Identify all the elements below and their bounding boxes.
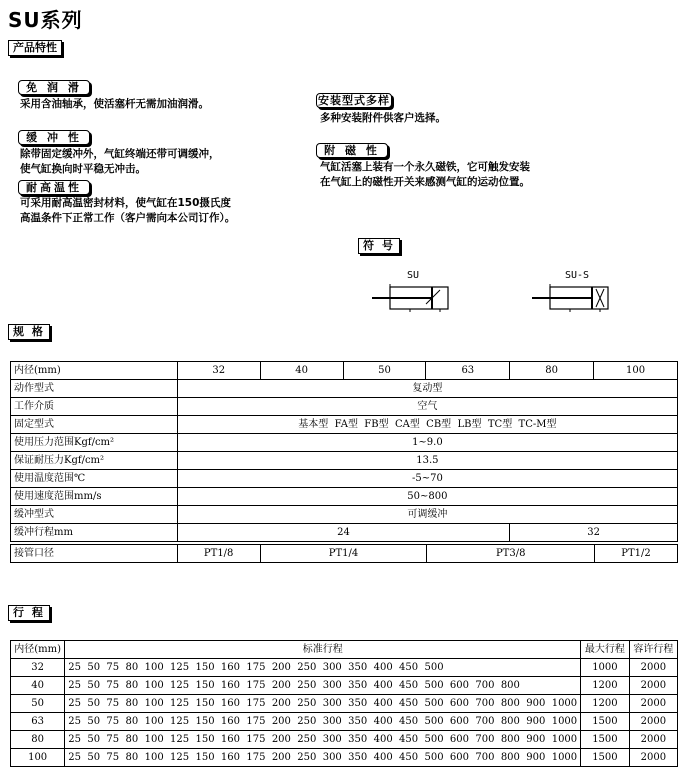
table-row [11, 749, 678, 767]
stroke-header-std: 标准行程 [65, 641, 581, 659]
spec-mount-label: 固定型式 [11, 416, 178, 434]
stroke-std: 25 50 75 80 100 125 150 160 175 200 250 300 350 400 450 500 600 700 800 900 1000 [65, 749, 581, 767]
table-row [11, 452, 678, 470]
table-row [11, 362, 678, 380]
stroke-max: 1500 [581, 713, 630, 731]
table-row [11, 380, 678, 398]
table-row [11, 398, 678, 416]
feature-heat-text: 可采用耐高温密封材料，使气缸在150摄氏度 高温条件下正常工作（客户需向本公司订作）。 [20, 197, 236, 224]
spec-bore-40: 40 [260, 362, 343, 380]
spec-bore-80: 80 [510, 362, 594, 380]
spec-cushion-stroke-small: 24 [177, 524, 509, 542]
spec-speed-label: 使用速度范围mm/s [11, 488, 178, 506]
stroke-max: 1500 [581, 749, 630, 767]
stroke-allow: 2000 [629, 677, 677, 695]
feature-magnet-text: 气缸活塞上装有一个永久磁铁，它可触发安装 在气缸上的磁性开关来感测气缸的运动位置。 [320, 161, 530, 188]
stroke-bore: 50 [11, 695, 65, 713]
stroke-bore: 63 [11, 713, 65, 731]
stroke-allow: 2000 [629, 695, 677, 713]
spec-action-value: 复动型 [177, 380, 677, 398]
stroke-std: 25 50 75 80 100 125 150 160 175 200 250 300 350 400 450 500 600 700 800 900 1000 [65, 695, 581, 713]
feature-lube-label: 免 润 滑 [18, 80, 90, 95]
table-row [11, 416, 678, 434]
table-row [11, 506, 678, 524]
stroke-max: 1200 [581, 695, 630, 713]
table-row [11, 713, 678, 731]
table-row [11, 659, 678, 677]
spec-pressure-label: 使用压力范围Kgf/cm² [11, 434, 178, 452]
spec-temp-label: 使用温度范围℃ [11, 470, 178, 488]
features-header: 产品特性 [8, 40, 62, 56]
stroke-allow: 2000 [629, 749, 677, 767]
spec-cushion-stroke-label: 缓冲行程mm [11, 524, 178, 542]
spec-medium-value: 空气 [177, 398, 677, 416]
spec-temp-value: -5~70 [177, 470, 677, 488]
stroke-header-bore: 内径(mm) [11, 641, 65, 659]
stroke-max: 1000 [581, 659, 630, 677]
stroke-header-max: 最大行程 [581, 641, 630, 659]
feature-heat-label: 耐高温性 [18, 180, 90, 195]
symbol-sus-label: SU-S [565, 270, 590, 281]
spec-bore-63: 63 [426, 362, 510, 380]
spec-port-40-50: PT1/4 [260, 545, 427, 563]
spec-port-label: 接管口径 [11, 545, 178, 563]
table-row [11, 470, 678, 488]
table-row [11, 731, 678, 749]
stroke-bore: 40 [11, 677, 65, 695]
stroke-header: 行 程 [8, 605, 50, 621]
table-row [11, 545, 678, 563]
spec-port-100: PT1/2 [595, 545, 678, 563]
stroke-allow: 2000 [629, 731, 677, 749]
table-row [11, 434, 678, 452]
feature-lube-text: 采用含油轴承，使活塞杆无需加油润滑。 [20, 98, 209, 110]
stroke-std: 25 50 75 80 100 125 150 160 175 200 250 300 350 400 450 500 [65, 659, 581, 677]
feature-cushion-label: 缓 冲 性 [18, 130, 90, 145]
spec-port-63-80: PT3/8 [427, 545, 595, 563]
spec-medium-label: 工作介质 [11, 398, 178, 416]
stroke-allow: 2000 [629, 713, 677, 731]
table-row [11, 488, 678, 506]
stroke-header-allow: 容许行程 [629, 641, 677, 659]
spec-bore-100: 100 [594, 362, 678, 380]
spec-proof-label: 保证耐压力Kgf/cm² [11, 452, 178, 470]
symbol-su-label: SU [407, 270, 420, 281]
symbol-header: 符 号 [358, 238, 400, 254]
stroke-std: 25 50 75 80 100 125 150 160 175 200 250 300 350 400 450 500 600 700 800 900 1000 [65, 713, 581, 731]
table-row [11, 641, 678, 659]
spec-cushion-stroke-large: 32 [510, 524, 678, 542]
spec-speed-value: 50~800 [177, 488, 677, 506]
spec-header: 规 格 [8, 324, 50, 340]
spec-mount-value: 基本型 FA型 FB型 CA型 CB型 LB型 TC型 TC-M型 [177, 416, 677, 434]
cylinder-symbol-sus-icon [530, 284, 620, 314]
spec-bore-32: 32 [177, 362, 260, 380]
spec-bore-50: 50 [343, 362, 426, 380]
spec-port-32: PT1/8 [177, 545, 260, 563]
stroke-bore: 32 [11, 659, 65, 677]
page-title: SU系列 [8, 8, 83, 32]
stroke-bore: 100 [11, 749, 65, 767]
feature-mount-label: 安装型式多样 [318, 94, 390, 107]
table-row [11, 677, 678, 695]
spec-table [10, 361, 678, 542]
spec-cushion-label: 缓冲型式 [11, 506, 178, 524]
stroke-max: 1200 [581, 677, 630, 695]
stroke-allow: 2000 [629, 659, 677, 677]
table-row [11, 524, 678, 542]
stroke-bore: 80 [11, 731, 65, 749]
stroke-max: 1500 [581, 731, 630, 749]
spec-action-label: 动作型式 [11, 380, 178, 398]
spec-port-table [10, 544, 678, 563]
stroke-std: 25 50 75 80 100 125 150 160 175 200 250 300 350 400 450 500 600 700 800 900 1000 [65, 731, 581, 749]
spec-proof-value: 13.5 [177, 452, 677, 470]
stroke-table [10, 640, 678, 767]
spec-bore-label: 内径(mm) [11, 362, 178, 380]
feature-magnet-label: 附 磁 性 [316, 143, 388, 158]
stroke-std: 25 50 75 80 100 125 150 160 175 200 250 300 350 400 450 500 600 700 800 [65, 677, 581, 695]
feature-cushion-text: 除带固定缓冲外，气缸终端还带可调缓冲， 使气缸换向时平稳无冲击。 [20, 148, 220, 175]
spec-pressure-value: 1~9.0 [177, 434, 677, 452]
feature-mount-text: 多种安装附件供客户选择。 [320, 112, 446, 124]
table-row [11, 695, 678, 713]
cylinder-symbol-su-icon [370, 284, 460, 314]
spec-cushion-value: 可调缓冲 [177, 506, 677, 524]
